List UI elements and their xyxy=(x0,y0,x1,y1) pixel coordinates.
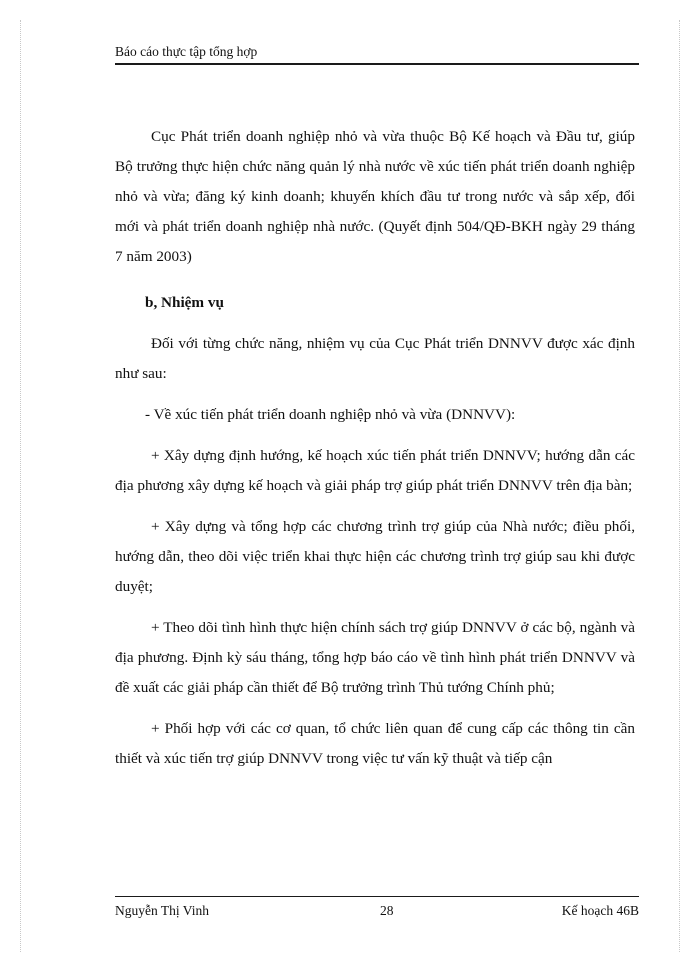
paragraph-intro: Cục Phát triển doanh nghiệp nhỏ và vừa thuộc Bộ Kế hoạch và Đầu tư, giúp Bộ trưởng thực hiện chức năng quản lý nhà nước về xúc tiến phát triển doanh nghiệp nhỏ và vừa; đăng ký kinh doanh; khuyến khích đầu tư trong nước và sắp xếp, đổi mới và phát triển doanh nghiệp nhà nước. (Quyết định 504/QĐ-BKH ngày 29 tháng 7 năm 2003) xyxy=(115,128,635,265)
page-header: Báo cáo thực tập tổng hợp xyxy=(115,43,639,65)
list-item-plus-4: + Phối hợp với các cơ quan, tổ chức liên quan để cung cấp các thông tin cần thiết và xúc tiến trợ giúp DNNVV trong việc tư vấn kỹ thuật và tiếp cận xyxy=(115,720,635,767)
list-item-plus-3: + Theo dõi tình hình thực hiện chính sách trợ giúp DNNVV ở các bộ, ngành và địa phương. Định kỳ sáu tháng, tổng hợp báo cáo về tình hình phát triển DNNVV và đề xuất các giải pháp cần thiết để Bộ trưởng trình Thủ tướng Chính phủ; xyxy=(115,619,635,696)
list-item-plus-2: + Xây dựng và tổng hợp các chương trình trợ giúp của Nhà nước; điều phối, hướng dẫn, theo dõi việc triển khai thực hiện các chương trình trợ giúp sau khi được duyệt; xyxy=(115,518,635,595)
page-footer xyxy=(115,896,639,921)
paragraph-overview: Đối với từng chức năng, nhiệm vụ của Cục Phát triển DNNVV được xác định như sau: xyxy=(115,335,635,382)
footer-author: Nguyễn Thị Vinh xyxy=(115,903,209,918)
list-item-dash: - Về xúc tiến phát triển doanh nghiệp nhỏ và vừa (DNNVV): xyxy=(145,406,516,423)
section-heading: b, Nhiệm vụ xyxy=(145,294,224,311)
page-number: 28 xyxy=(380,903,394,918)
list-item-plus-1: + Xây dựng định hướng, kế hoạch xúc tiến phát triển DNNVV; hướng dẫn các địa phương xây dựng kế hoạch và giải pháp trợ giúp phát triển DNNVV trên địa bàn; xyxy=(115,447,635,494)
footer-class: Kế hoạch 46B xyxy=(561,903,639,918)
document-body xyxy=(115,122,635,774)
